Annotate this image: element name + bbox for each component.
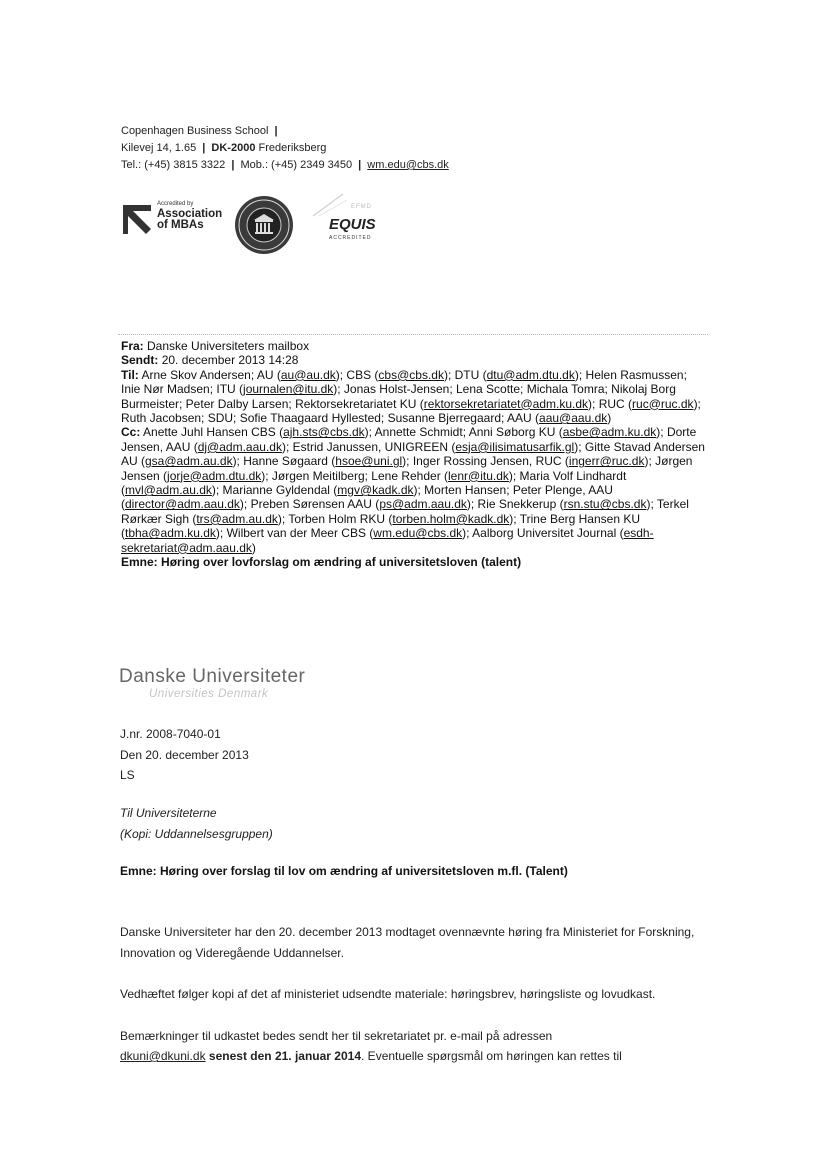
amba-name	[157, 209, 222, 231]
letterhead	[119, 666, 305, 701]
to-label: Til:	[121, 367, 139, 382]
recipient-text: ); Ruth Jacobsen; SDU; Sofie Thaagaard Hyllested; Susanne Bjerregaard; AAU (	[121, 396, 701, 426]
recipient-text: ); Helen Rasmussen; Inie Nør Madsen; ITU (	[121, 367, 687, 397]
recipient-line-1: Til Universiteterne	[120, 806, 217, 820]
recipient-text: ); Rie Snekkerup (	[466, 497, 564, 512]
email-address-link[interactable]: tbha@adm.ku.dk	[125, 526, 216, 541]
letter-subject: Emne: Høring over forslag til lov om ændring af universitetsloven m.fl. (Talent)	[120, 864, 568, 878]
recipient-text: Arne Skov Andersen; AU (	[138, 367, 281, 382]
recipient-text: ); Terkel Rørkær Sigh (	[121, 497, 689, 526]
cc-label: Cc:	[121, 425, 141, 440]
cc-recipients	[121, 425, 705, 554]
email-address-link[interactable]: mvl@adm.au.dk	[125, 483, 212, 498]
amba-logo	[121, 200, 226, 242]
letterhead-title: Danske Universiteter	[119, 666, 306, 687]
email-address-link[interactable]: rektorsekretariatet@adm.ku.dk	[423, 396, 589, 411]
email-from-row	[121, 339, 706, 353]
deadline-text: senest den 21. januar 2014	[208, 1049, 362, 1063]
to-recipients	[121, 368, 701, 425]
email-address-link[interactable]: cbs@cbs.dk	[378, 367, 444, 382]
from-value: Danske Universiteters mailbox	[147, 339, 310, 353]
email-address-link[interactable]: jorje@adm.dtu.dk	[167, 468, 262, 483]
email-address-link[interactable]: torben.holm@kadk.dk	[392, 511, 510, 526]
divider	[118, 334, 708, 335]
letter-date: Den 20. december 2013	[120, 747, 249, 762]
subject-value: Høring over lovforslag om ændring af universitetsloven (talent)	[161, 555, 522, 570]
amba-line-1: Association	[157, 208, 223, 220]
sent-label: Sendt:	[121, 353, 159, 368]
dkuni-email-link[interactable]: dkuni@dkuni.dk	[120, 1049, 206, 1063]
body-paragraph-3	[120, 1026, 720, 1067]
sender-tel: Tel.: (+45) 3815 3322	[121, 159, 226, 171]
recipient-text: Anette Juhl Hansen CBS (	[140, 425, 284, 440]
email-address-link[interactable]: ruc@ruc.dk	[632, 396, 694, 411]
email-address-link[interactable]: lenr@itu.dk	[448, 468, 509, 483]
sender-postal: DK-2000	[211, 142, 256, 154]
sender-line-2	[121, 140, 449, 157]
separator: |	[274, 125, 278, 137]
author-initials: LS	[120, 768, 135, 782]
body-paragraph-1: Danske Universiteter har den 20. december 2013 modtaget ovennævnte høring fra Ministeriet for Forskning, Innovation og Videregående Uddannelser.	[120, 925, 695, 960]
accreditation-logos	[121, 190, 421, 260]
paragraph-3-tail: . Eventuelle spørgsmål om høringen kan rettes til	[361, 1049, 622, 1063]
email-sent-row	[121, 353, 706, 367]
email-subject-row	[121, 555, 706, 569]
recipient-text: ); Torben Holm RKU (	[277, 511, 393, 526]
sender-email-link[interactable]: wm.edu@cbs.dk	[367, 159, 449, 171]
paragraph-3-text: Bemærkninger til udkastet bedes sendt her til sekretariatet pr. e-mail på adressen	[120, 1028, 553, 1043]
recipient-text: )	[251, 540, 256, 555]
recipient-text: ); Jørgen Meitilberg; Lene Rehder (	[261, 468, 449, 483]
recipient-text: ); RUC (	[588, 396, 633, 411]
recipient-line-2: (Kopi: Uddannelsesgruppen)	[120, 826, 273, 841]
recipient-text: ); Aalborg Universitet Journal (	[462, 526, 624, 541]
email-address-link[interactable]: esdh-sekretariat@adm.aau.dk	[121, 526, 654, 555]
separator: |	[202, 142, 206, 154]
email-cc-row	[121, 425, 706, 555]
email-address-link[interactable]: hsoe@uni.gl	[335, 454, 403, 469]
email-address-link[interactable]: esja@ilisimatusarfik.gl	[455, 439, 575, 454]
email-address-link[interactable]: ajh.sts@cbs.dk	[283, 425, 365, 440]
equis-efmd-text: EFMD	[351, 204, 372, 210]
from-label: Fra:	[121, 339, 144, 353]
email-address-link[interactable]: mgv@kadk.dk	[337, 483, 414, 498]
email-address-link[interactable]: wm.edu@cbs.dk	[373, 526, 463, 541]
email-address-link[interactable]: ps@adm.aau.dk	[379, 497, 467, 512]
recipient-text: )	[607, 411, 612, 426]
letterhead-subtitle: Universities Denmark	[149, 688, 269, 700]
recipient-text: ); Preben Sørensen AAU (	[239, 497, 380, 512]
email-address-link[interactable]: rsn.stu@cbs.dk	[563, 497, 647, 512]
email-to-row	[121, 368, 706, 426]
sent-value: 20. december 2013 14:28	[161, 353, 299, 368]
amba-arrow-icon	[121, 203, 153, 237]
amba-accredited-text: Accredited by	[157, 201, 194, 207]
recipient-text: ); Gitte Stavad Andersen AU (	[121, 439, 705, 469]
recipient-text: ); Annette Schmidt; Anni Søborg KU (	[364, 425, 563, 440]
reference-block	[120, 724, 249, 786]
email-address-link[interactable]: aau@aau.dk	[539, 411, 608, 426]
sender-city: Frederiksberg	[258, 142, 327, 154]
sender-block	[121, 123, 449, 174]
email-address-link[interactable]: au@au.dk	[280, 367, 336, 382]
email-header	[121, 339, 706, 570]
separator: |	[358, 159, 362, 171]
email-address-link[interactable]: director@adm.aau.dk	[125, 497, 240, 512]
recipient-text: ); Estrid Janussen, UNIGREEN (	[281, 439, 456, 454]
equis-logo	[309, 190, 389, 250]
recipient-text: ); CBS (	[335, 367, 379, 382]
letter-body	[120, 922, 720, 1088]
recipient-text: ); Maria Volf Lindhardt (	[121, 468, 627, 498]
email-address-link[interactable]: trs@adm.au.dk	[196, 511, 278, 526]
email-address-link[interactable]: dtu@adm.dtu.dk	[486, 367, 575, 382]
subject-label: Emne:	[121, 555, 158, 570]
separator: |	[231, 159, 235, 171]
recipient-text: ); DTU (	[443, 367, 487, 382]
amba-line-2: of MBAs	[157, 219, 204, 231]
recipient-text: ); Inger Rossing Jensen, RUC (	[402, 454, 569, 469]
aacsb-seal-icon	[233, 194, 295, 256]
recipient-text: ); Jørgen Jensen (	[121, 454, 693, 483]
equis-accredited-text: ACCREDITED	[329, 235, 372, 241]
sender-mob: Mob.: (+45) 2349 3450	[240, 159, 353, 171]
recipient-text: ); Wilbert van der Meer CBS (	[215, 526, 374, 541]
recipient-text: ); Dorte Jensen, AAU (	[121, 425, 697, 454]
email-address-link[interactable]: journalen@itu.dk	[243, 382, 334, 397]
recipient-text: ); Morten Hansen; Peter Plenge, AAU (	[121, 483, 613, 512]
sender-line-3	[121, 157, 449, 174]
email-address-link[interactable]: asbe@adm.ku.dk	[562, 425, 657, 440]
journal-number: J.nr. 2008-7040-01	[120, 727, 221, 741]
email-address-link[interactable]: dj@adm.aau.dk	[197, 439, 282, 454]
recipient-text: ); Trine Berg Hansen KU (	[121, 511, 641, 541]
sender-street: Kilevej 14, 1.65	[121, 142, 197, 154]
email-address-link[interactable]: gsa@adm.au.dk	[145, 454, 233, 469]
email-address-link[interactable]: ingerr@ruc.dk	[568, 454, 645, 469]
equis-title: EQUIS	[329, 216, 376, 233]
recipient-text: ); Jonas Holst-Jensen; Lena Scotte; Michala Tomra; Nikolaj Borg Burmeister; Peter Dalby Larsen; Rektorsekretariatet KU (	[121, 382, 676, 411]
sender-line-1	[121, 123, 449, 140]
recipient-text: ); Marianne Gyldendal (	[211, 483, 338, 498]
body-paragraph-2: Vedhæftet følger kopi af det af ministeriet udsendte materiale: høringsbrev, høringsliste og lovudkast.	[120, 987, 656, 1001]
sender-name: Copenhagen Business School	[121, 125, 269, 137]
recipient-block	[120, 803, 273, 844]
recipient-text: ); Hanne Søgaard (	[232, 454, 336, 469]
